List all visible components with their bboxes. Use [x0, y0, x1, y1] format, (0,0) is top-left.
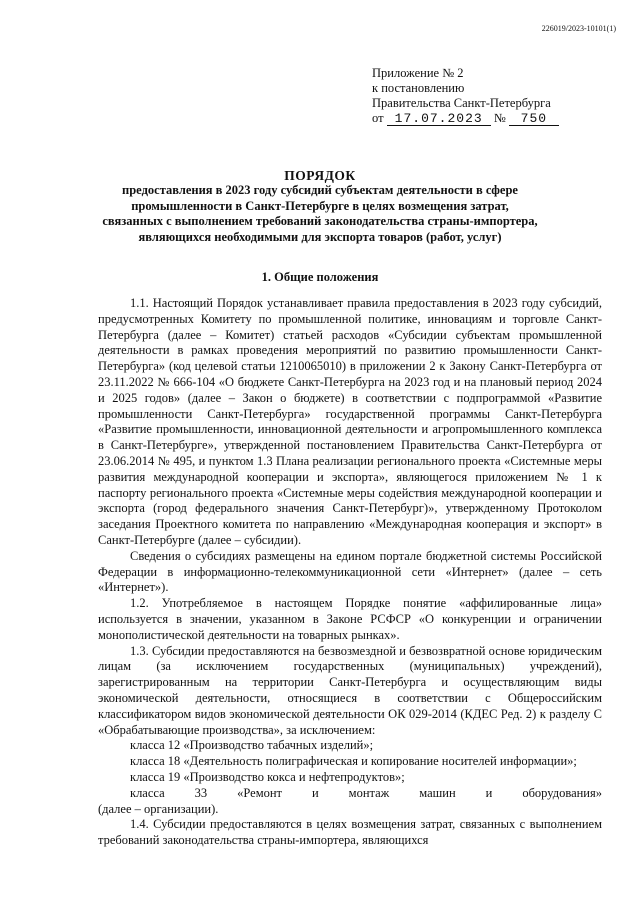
decree-date: 17.07.2023 [387, 113, 491, 126]
subtitle-line: связанных с выполнением требований законодательства страны-импортера, [102, 214, 538, 228]
subtitle-line: промышленности в Санкт-Петербурге в целях возмещения затрат, [131, 198, 509, 213]
document-title: ПОРЯДОК [284, 168, 356, 183]
paragraph-1-1: 1.1. Настоящий Порядок устанавливает правила предоставления в 2023 году субсидий, предусмотренных Комитету по промышленной политике, инновациям и торговле Санкт-Петербурга (далее – Комитет) статьей расходов «Субсидии субъектам промышленной деятельности в рамках проведения мероприятий по развитию промышленности Санкт-Петербурга» (код целевой статьи 1210065010) в приложении 2 к Закону Санкт-Петербурга от 23.11.2022 № 666-104 «О бюджете Санкт-Петербурга на 2023 год и на плановый период 2024 и 2025 годов» (далее – Закон о бюджете) в соответствии с подпрограммой «Развитие промышленности Санкт-Петербурга» государственной программы Санкт-Петербурга «Развитие промышленности, инновационной деятельности и агропромышленного комплекса в Санкт-Петербурге», утвержденной постановлением Правительства Санкт-Петербурга от 23.06.2014 № 495, и пунктом 1.3 Плана реализации регионального проекта «Системные меры развития международной кооперации и экспорта», являющегося приложением № 1 к паспорту регионального проекта «Системные меры содействия международной кооперации и экспорта (город федерального значения Санкт-Петербург)», утвержденному Протоколом заседания Проектного комитета по направлению «Международная кооперация и экспорт» в Санкт-Петербурге (далее – субсидии). [98, 296, 602, 547]
paragraph-1-2: 1.2. Употребляемое в настоящем Порядке понятие «аффилированные лица» используется в значении, указанном в Законе РСФСР «О конкуренции и ограничении монополистической деятельности на товарных рынках». [98, 596, 602, 642]
subtitle-line: предоставления в 2023 году субсидий субъектам деятельности в сфере [122, 183, 518, 197]
subtitle-line: являющихся необходимыми для экспорта товаров (работ, услуг) [138, 229, 502, 244]
exclusion-item: класса 33 «Ремонт и монтаж машин и оборудования» [130, 785, 602, 800]
ot-label: от [372, 111, 384, 125]
exclusion-item: класса 18 «Деятельность полиграфическая и копирование носителей информации»; [130, 754, 577, 769]
number-label: № [493, 111, 506, 125]
document-id: 226019/2023-10101(1) [541, 24, 616, 33]
paragraph-info: Сведения о субсидиях размещены на едином портале бюджетной системы Российской Федерации в информационно-телекоммуникационной сети «Интернет» (далее – сеть «Интернет»). [98, 548, 602, 595]
document-subtitle [0, 183, 640, 245]
appendix-line: Приложение № 2 [372, 66, 464, 80]
section-heading: 1. Общие положения [261, 270, 379, 284]
list-end: (далее – организации). [98, 801, 219, 816]
exclusion-item: класса 12 «Производство табачных изделий»; [130, 738, 374, 753]
paragraph-1-4: 1.4. Субсидии предоставляются в целях возмещения затрат, связанных с выполнением требований законодательства страны-импортера, являющихся [98, 817, 602, 848]
appendix-block [372, 66, 559, 126]
appendix-line: Правительства Санкт-Петербурга [372, 96, 551, 110]
document-body [98, 296, 602, 849]
appendix-date-row [372, 111, 559, 126]
appendix-line: к постановлению [372, 81, 465, 95]
decree-number: 750 [509, 113, 559, 126]
exclusion-item: класса 19 «Производство кокса и нефтепродуктов»; [130, 769, 405, 784]
paragraph-1-3: 1.3. Субсидии предоставляются на безвозмездной и безвозвратной основе юридическим лицам (за исключением государственных (муниципальных) учреждений), зарегистрированным на территории Санкт-Петербурга и осуществляющим виды экономической деятельности, относящиеся в соответствии с Общероссийским классификатором видов экономической деятельности ОК 029-2014 (КДЕС Ред. 2) к разделу С «Обрабатывающие производства», за исключением: [98, 643, 602, 737]
